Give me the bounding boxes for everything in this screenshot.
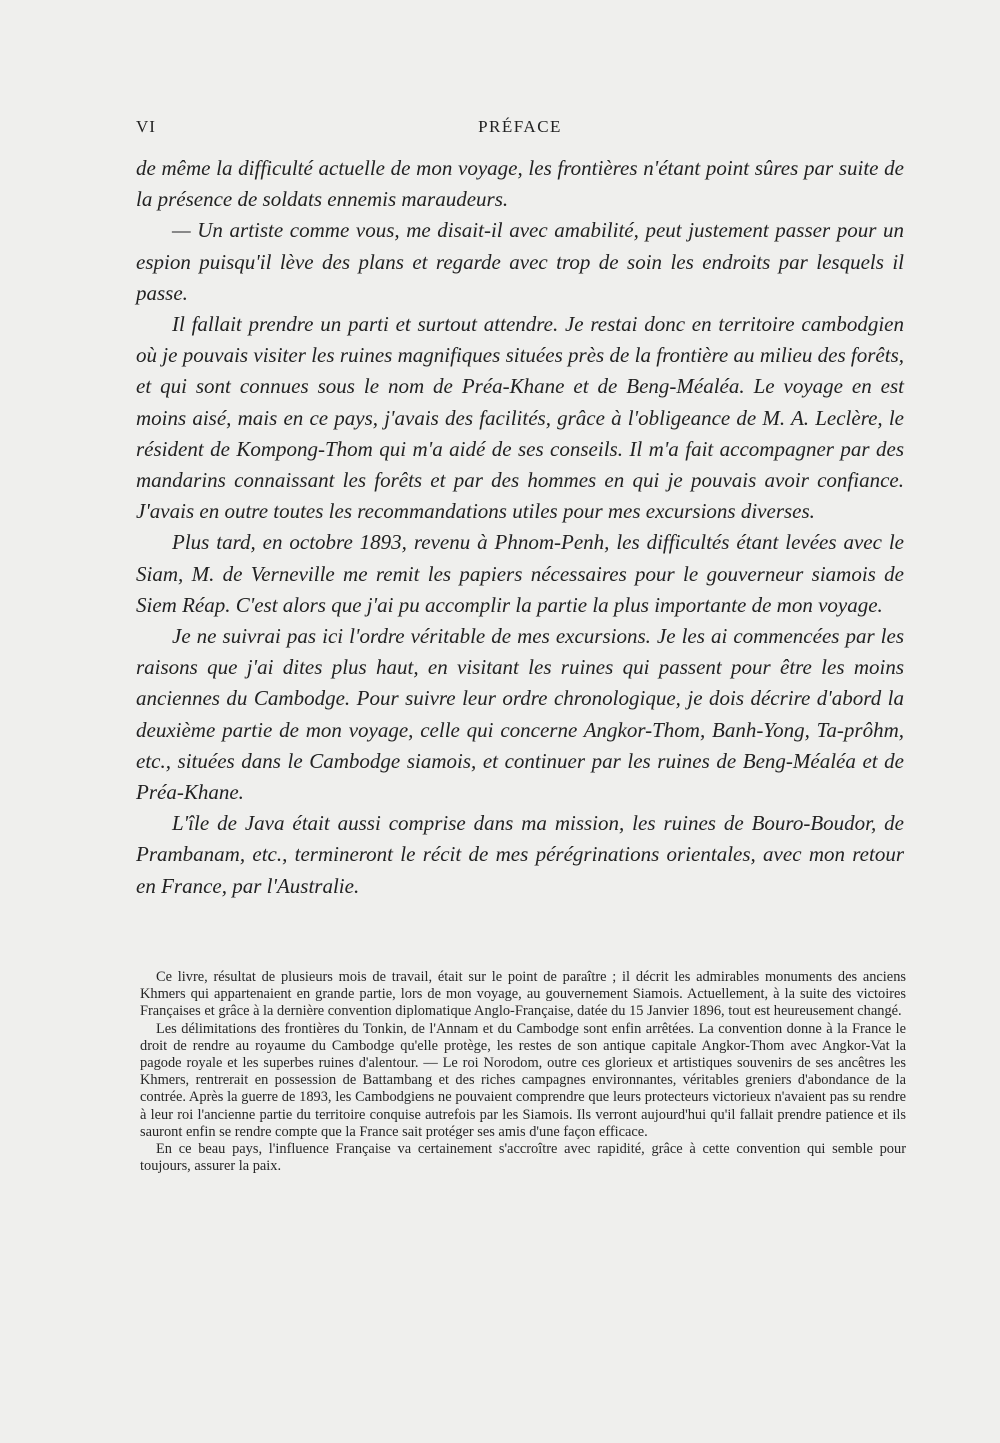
paragraph-excursion-order: Je ne suivrai pas ici l'ordre véritable de mes excursions. Je les ai commencées par les raisons que j'ai dites plus haut, en visitant les ruines qui passent pour être les moins anciennes du Cambodge. Pour suivre leur ordre chronologique, je dois décrire d'abord la deuxième partie de mon voyage, celle qui concerne Angkor-Thom, Banh-Yong, Ta-prôhm, etc., situées dans le Cambodge siamois, et continuer par les ruines de Beng-Méaléa et de Préa-Khane.: [136, 624, 904, 805]
paragraph-continuation: de même la difficulté actuelle de mon voyage, les frontières n'étant point sûres par suite de la présence de soldats ennemis maraudeurs.: [136, 156, 904, 212]
running-title: PRÉFACE: [478, 117, 562, 136]
footnote-paragraph-influence: En ce beau pays, l'influence Française va certainement s'accroître avec rapidité, grâce à cette convention qui semble pour toujours, assurer la paix.: [140, 1141, 906, 1175]
paragraph-dialogue: — Un artiste comme vous, me disait-il avec amabilité, peut justement passer pour un espion puisqu'il lève des plans et regarde avec trop de soin les endroits par lesquels il passe.: [136, 218, 904, 305]
paragraph-october-1893: Plus tard, en octobre 1893, revenu à Phnom-Penh, les difficultés étant levées avec le Siam, M. de Verneville me remit les papiers nécessaires pour le gouverneur siamois de Siem Réap. C'est alors que j'ai pu accomplir la partie la plus importante de mon voyage.: [136, 530, 904, 617]
paragraph-java: L'île de Java était aussi comprise dans ma mission, les ruines de Bouro-Boudor, de Prambanam, etc., termineront le récit de mes pérégrinations orientales, avec mon retour en France, par l'Australie.: [136, 811, 904, 898]
footnote-paragraph-frontiers: Les délimitations des frontières du Tonkin, de l'Annam et du Cambodge sont enfin arrêtées. La convention donne à la France le droit de rendre au royaume du Cambodge qu'elle protège, les restes de son antique capitale Angkor-Thom avec Angkor-Vat la pagode royale et les superbes ruines d'alentour. — Le roi Norodom, outre ces glorieux et artistiques souvenirs de ses ancêtres les Khmers, rentrerait en possession de Battambang et des riches campagnes environnantes, véritables greniers d'abondance de la contrée. Après la guerre de 1893, les Cambodgiens ne pouvaient comprendre que leurs protecteurs victorieux n'avaient pas su rendre à leur roi l'ancienne partie du territoire conquise autrefois par les Siamois. Ils verront aujourd'hui qu'il fallait prendre patience et ils sauront enfin se rendre compte que la France sait protéger ses amis d'une façon efficace.: [140, 1020, 906, 1140]
page-header: [136, 117, 904, 141]
footnote: [140, 969, 906, 1175]
paragraph-cambodian-territory: Il fallait prendre un parti et surtout attendre. Je restai donc en territoire cambodgien où je pouvais visiter les ruines magnifiques situées près de la frontière au milieu des forêts, et qui sont connues sous le nom de Préa-Khane et de Beng-Méaléa. Le voyage en est moins aisé, mais en ce pays, j'avais des facilités, grâce à l'obligeance de M. A. Leclère, le résident de Kompong-Thom qui m'a aidé de ses conseils. Il m'a fait accompagner par des mandarins connaissant les forêts et par des hommes en qui je pouvais avoir confiance. J'avais en outre toutes les recommandations utiles pour mes excursions diverses.: [136, 312, 904, 524]
main-text: [136, 153, 904, 902]
footnote-paragraph-book: Ce livre, résultat de plusieurs mois de travail, était sur le point de paraître ; il décrit les admirables monuments des anciens Khmers qui appartenaient en grande partie, lors de mon voyage, au gouvernement Siamois. Actuellement, à la suite des victoires Françaises et grâce à la dernière convention diplomatique Anglo-Française, datée du 15 Janvier 1896, tout est heureusement changé.: [140, 969, 906, 1020]
page-number: VI: [136, 117, 156, 136]
